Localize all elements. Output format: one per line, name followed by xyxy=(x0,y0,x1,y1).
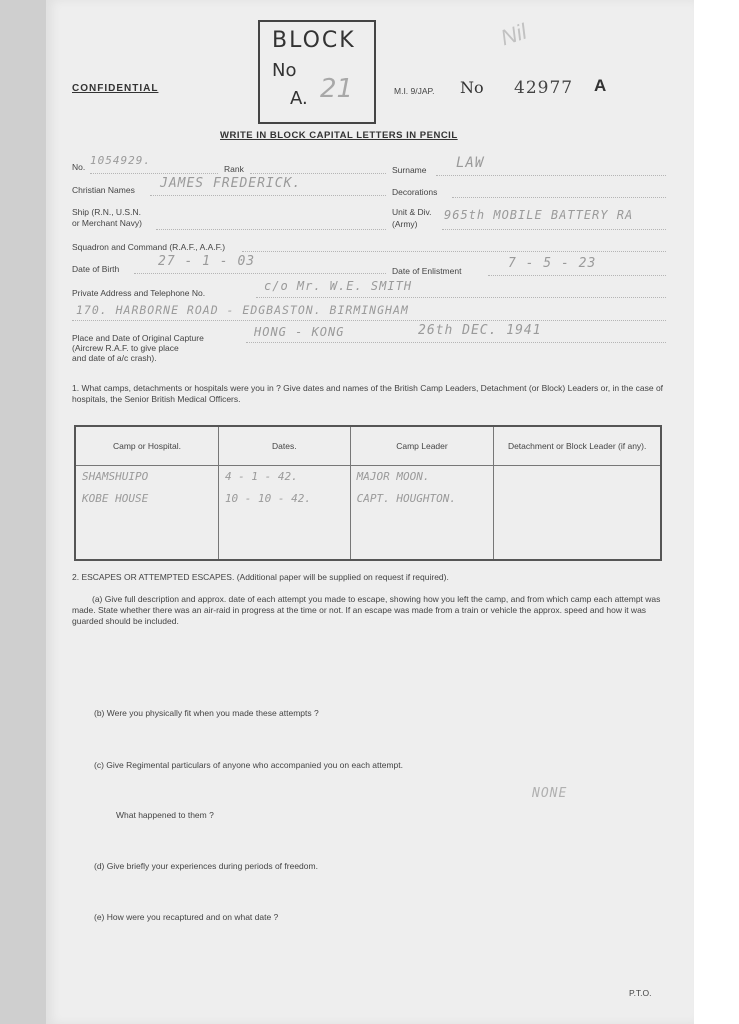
question-2c: (c) Give Regimental particulars of anyone who accompanied you on each attempt. xyxy=(94,760,403,770)
confidential-label: CONFIDENTIAL xyxy=(72,83,159,94)
block-letter: A. xyxy=(290,88,308,109)
question-2b: (b) Were you physically fit when you made these attempts ? xyxy=(94,708,319,718)
enlistment-value: 7 - 5 - 23 xyxy=(508,256,597,271)
ship-label-1: Ship (R.N., U.S.N. xyxy=(72,207,141,217)
question-2c-answer: NONE xyxy=(532,786,568,801)
camp-cell: KOBE HOUSE xyxy=(82,492,149,505)
block-stamp xyxy=(258,20,376,124)
address-value-2: 170. HARBORNE ROAD - EDGBASTON. BIRMINGHAM xyxy=(76,303,409,317)
date-cell: 4 - 1 - 42. xyxy=(224,470,298,483)
squadron-label: Squadron and Command (R.A.F., A.A.F.) xyxy=(72,242,226,252)
question-what-happened: What happened to them ? xyxy=(116,810,214,820)
christian-names-label: Christian Names xyxy=(72,185,135,195)
surname-value: LAW xyxy=(456,155,485,171)
no-value: 1054929. xyxy=(90,154,151,167)
question-2d: (d) Give briefly your experiences during periods of freedom. xyxy=(94,861,318,871)
col-header-block-leader: Detachment or Block Leader (if any). xyxy=(494,426,661,466)
ship-label-2: or Merchant Navy) xyxy=(72,218,142,228)
unit-label-1: Unit & Div. xyxy=(392,207,432,217)
capture-label-2: (Aircrew R.A.F. to give place xyxy=(72,343,179,353)
surname-label: Surname xyxy=(392,165,427,175)
question-2e: (e) How were you recaptured and on what date ? xyxy=(94,912,279,922)
dob-value: 27 - 1 - 03 xyxy=(158,254,256,269)
leader-cell: CAPT. HOUGHTON. xyxy=(356,492,456,505)
block-leader-cell xyxy=(494,466,660,488)
col-header-dates: Dates. xyxy=(218,426,350,466)
unit-label-2: (Army) xyxy=(392,219,418,229)
address-value-1: c/o Mr. W.E. SMITH xyxy=(264,279,413,293)
unit-value: 965th MOBILE BATTERY RA xyxy=(444,208,634,222)
table-row xyxy=(75,466,661,561)
block-leader-cell xyxy=(494,488,660,510)
capture-place: HONG - KONG xyxy=(254,325,345,339)
block-number: 21 xyxy=(320,74,354,104)
address-label: Private Address and Telephone No. xyxy=(72,288,206,298)
date-cell: 10 - 10 - 42. xyxy=(224,492,312,505)
pto-label: P.T.O. xyxy=(629,988,652,998)
scan-edge xyxy=(0,0,48,1024)
col-header-camp: Camp or Hospital. xyxy=(75,426,218,466)
question-1: 1. What camps, detachments or hospitals were you in ? Give dates and names of the British Camp Leaders, Detachment (or Block) Leaders or, in the case of hospitals, the Senior British Medical Officers. xyxy=(72,383,664,404)
question-2-heading: 2. ESCAPES OR ATTEMPTED ESCAPES. (Additional paper will be supplied on request if required). xyxy=(72,572,449,582)
dob-label: Date of Birth xyxy=(72,264,120,274)
mi-reference: M.I. 9/JAP. xyxy=(394,86,435,96)
camps-table xyxy=(74,425,662,561)
nil-note: Nil xyxy=(497,18,530,51)
serial-suffix: A xyxy=(594,76,607,95)
leader-cell: MAJOR MOON. xyxy=(356,470,430,483)
serial-no-label: No xyxy=(460,78,484,97)
rank-label: Rank xyxy=(224,164,244,174)
capture-label-1: Place and Date of Original Capture xyxy=(72,333,204,343)
block-title: BLOCK xyxy=(272,28,356,53)
col-header-leader: Camp Leader xyxy=(350,426,494,466)
question-2a: (a) Give full description and approx. date of each attempt you made to escape, showing how you left the camp, and from which camp each attempt was made. State whether there was an air-raid in progress at the time or not. If an escape was made from a train or vehicle the approx. speed and how it was guarded should be included. xyxy=(72,594,661,626)
camp-cell: SHAMSHUIPO xyxy=(82,470,149,483)
decorations-label: Decorations xyxy=(392,187,438,197)
block-no: No xyxy=(272,60,297,81)
no-label: No. xyxy=(72,162,86,172)
capture-date: 26th DEC. 1941 xyxy=(418,323,542,338)
form-page xyxy=(46,0,694,1024)
christian-names-value: JAMES FREDERICK. xyxy=(160,176,302,191)
enlistment-label: Date of Enlistment xyxy=(392,266,462,276)
capture-label-3: and date of a/c crash). xyxy=(72,353,157,363)
serial-number: 42977 xyxy=(514,78,574,98)
instruction-heading: WRITE IN BLOCK CAPITAL LETTERS IN PENCIL xyxy=(220,130,458,141)
